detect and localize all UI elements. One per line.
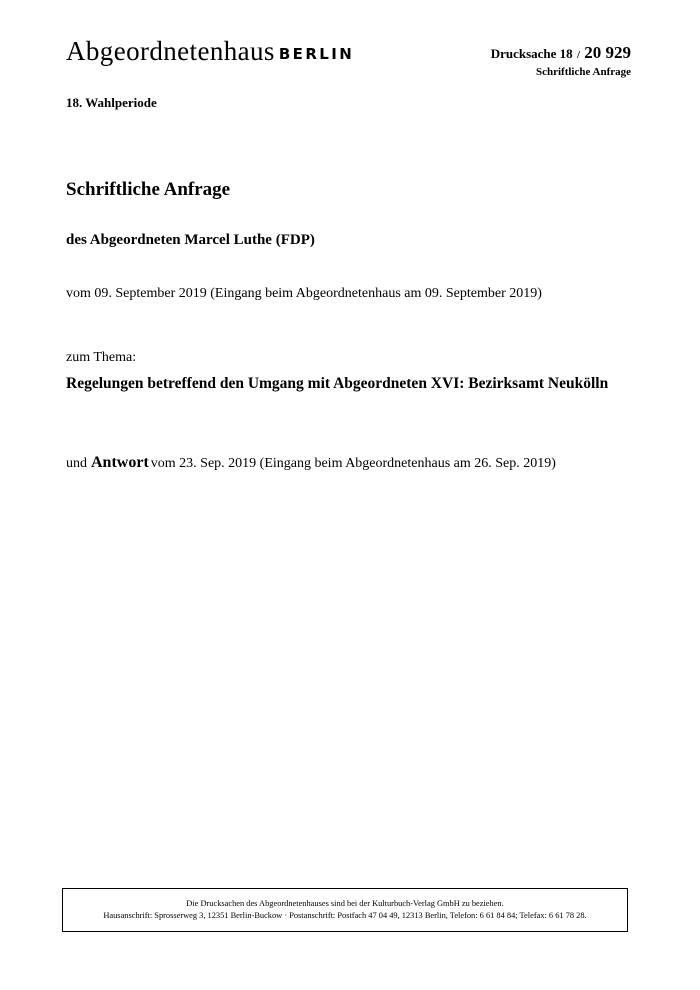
answer-line (66, 454, 556, 472)
page-title: Schriftliche Anfrage (66, 179, 231, 200)
footer-address: Hausanschrift: Sprosserweg 3, 12351 Berlin-Buckow · Postanschrift: Postfach 47 04 49, 12313 Berlin, Telefon: 6 61 84 84; Telefax: 6 61 78 28. (103, 911, 587, 920)
document-type: Schriftliche Anfrage (535, 66, 631, 78)
footer-info-box (62, 888, 628, 932)
logo-wordmark: Abgeordnetenhaus (66, 36, 275, 66)
document-series: Drucksache 18 (490, 46, 573, 61)
document-number: 20 929 (584, 43, 631, 62)
submission-date-line: vom 09. September 2019 (Eingang beim Abgeordnetenhaus am 09. September 2019) (66, 286, 542, 301)
topic-title: Regelungen betreffend den Umgang mit Abgeordneten XVI: Bezirksamt Neukölln (66, 375, 609, 392)
author-line: des Abgeordneten Marcel Luthe (FDP) (66, 232, 315, 248)
answer-date: vom 23. Sep. 2019 (Eingang beim Abgeordnetenhaus am 26. Sep. 2019) (150, 456, 556, 471)
topic-label: zum Thema: (66, 350, 137, 365)
document-number-separator: / (576, 49, 580, 61)
logo-city: BERLIN (278, 45, 355, 63)
answer-label: Antwort (91, 454, 149, 471)
legislative-period: 18. Wahlperiode (66, 95, 157, 110)
parliament-logo (66, 38, 354, 65)
document-reference (491, 44, 631, 78)
footer-distribution-note: Die Drucksachen des Abgeordnetenhauses sind bei der Kulturbuch-Verlag GmbH zu beziehen. (186, 899, 504, 908)
document-number-line (491, 44, 631, 61)
answer-prefix: und (66, 456, 87, 471)
